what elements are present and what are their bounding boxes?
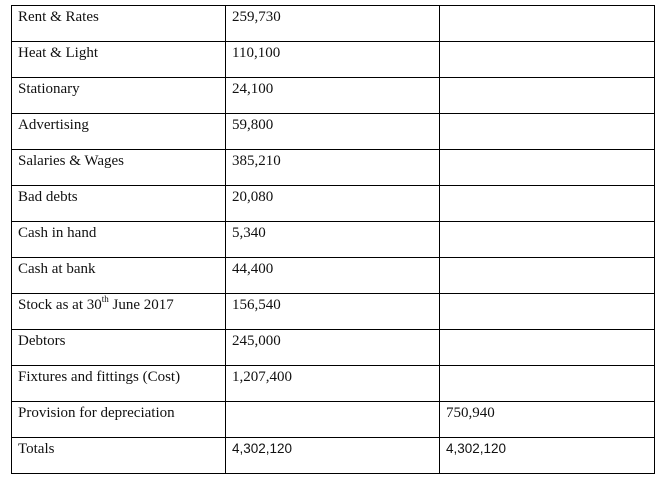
credit-value [440, 222, 655, 258]
debit-value [226, 402, 440, 438]
debit-value: 259,730 [226, 6, 440, 42]
credit-value [440, 366, 655, 402]
account-label: Cash in hand [12, 222, 226, 258]
ordinal-suffix: th [101, 294, 109, 304]
debit-value: 24,100 [226, 78, 440, 114]
account-label: Bad debts [12, 186, 226, 222]
totals-label: Totals [12, 438, 226, 474]
credit-total: 4,302,120 [440, 438, 655, 474]
totals-row [12, 438, 655, 474]
credit-value [440, 186, 655, 222]
account-label: Provision for depreciation [12, 402, 226, 438]
table-row [12, 402, 655, 438]
credit-value [440, 258, 655, 294]
debit-value: 110,100 [226, 42, 440, 78]
debit-total: 4,302,120 [226, 438, 440, 474]
debit-value: 44,400 [226, 258, 440, 294]
table-row [12, 114, 655, 150]
account-label: Rent & Rates [12, 6, 226, 42]
account-label: Debtors [12, 330, 226, 366]
account-label: Advertising [12, 114, 226, 150]
debit-value: 245,000 [226, 330, 440, 366]
table-row [12, 42, 655, 78]
debit-value: 5,340 [226, 222, 440, 258]
credit-value [440, 78, 655, 114]
account-label: Salaries & Wages [12, 150, 226, 186]
account-label [12, 294, 226, 330]
account-label: Cash at bank [12, 258, 226, 294]
table-row [12, 78, 655, 114]
account-label: Stationary [12, 78, 226, 114]
debit-value: 20,080 [226, 186, 440, 222]
debit-value: 385,210 [226, 150, 440, 186]
credit-value: 750,940 [440, 402, 655, 438]
table-row [12, 186, 655, 222]
table-row [12, 258, 655, 294]
table-row [12, 330, 655, 366]
credit-value [440, 330, 655, 366]
credit-value [440, 114, 655, 150]
account-label-end: June 2017 [108, 297, 174, 313]
debit-value: 156,540 [226, 294, 440, 330]
table-row [12, 150, 655, 186]
debit-value: 1,207,400 [226, 366, 440, 402]
account-label-start: Stock as at 30 [18, 297, 102, 313]
trial-balance-table [11, 5, 655, 474]
table-row [12, 222, 655, 258]
credit-value [440, 42, 655, 78]
table-row [12, 294, 655, 330]
table-row [12, 6, 655, 42]
table-row [12, 366, 655, 402]
credit-value [440, 150, 655, 186]
credit-value [440, 6, 655, 42]
credit-value [440, 294, 655, 330]
account-label: Heat & Light [12, 42, 226, 78]
account-label: Fixtures and fittings (Cost) [12, 366, 226, 402]
debit-value: 59,800 [226, 114, 440, 150]
